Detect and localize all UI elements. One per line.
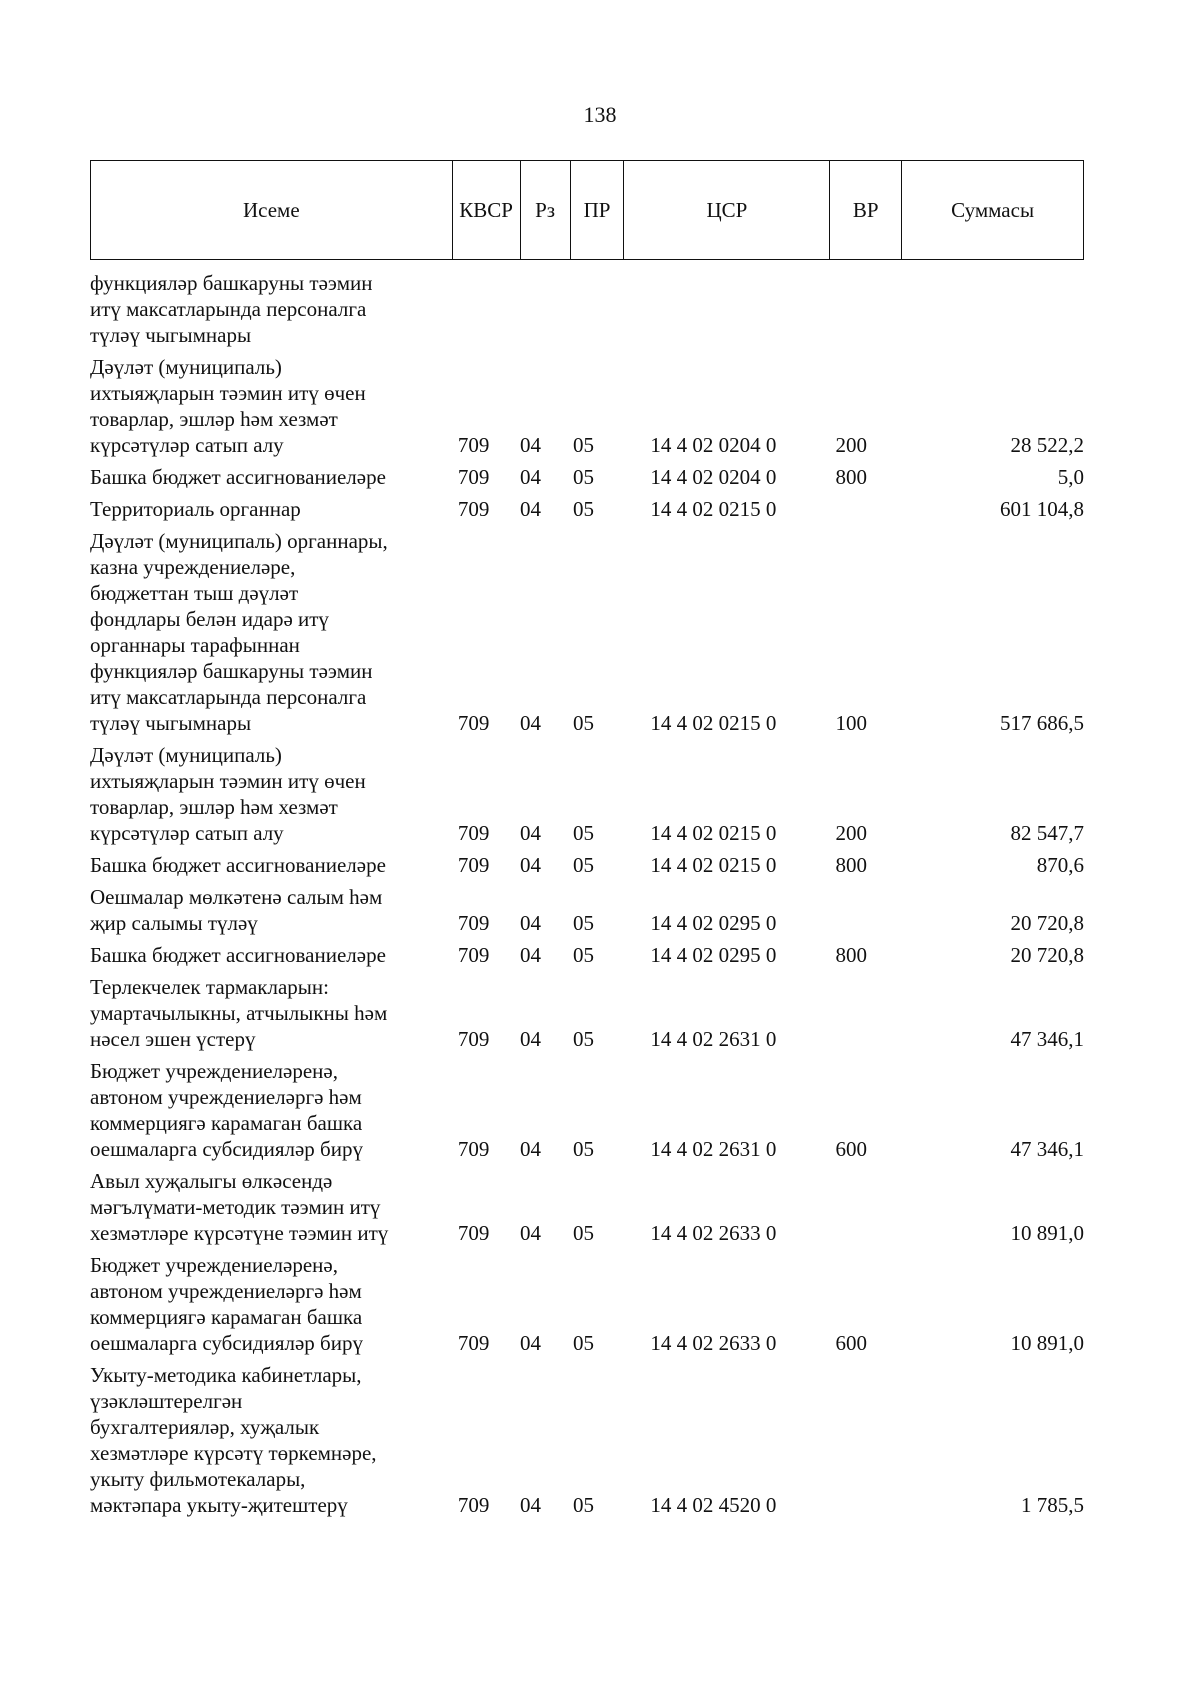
row-rz: 04: [520, 1221, 542, 1245]
row-sum: 20 720,8: [1010, 911, 1084, 935]
row-kvsr: 709: [457, 1331, 490, 1355]
row-pr: 05: [573, 465, 594, 489]
row-name-line: товарлар, эшләр һәм хезмәт: [90, 407, 338, 431]
table-row: [90, 354, 1084, 458]
row-name-line: Терлекчелек тармакларын:: [90, 975, 329, 999]
row-name: [90, 852, 442, 878]
row-name-line: Бюджет учреждениеләренә,: [90, 1059, 338, 1083]
row-name-line: автоном учреждениеләргә һәм: [90, 1279, 362, 1303]
row-rz: 04: [520, 853, 542, 877]
row-kvsr: 709: [457, 853, 490, 877]
row-csr: 14 4 02 2631 0: [650, 1137, 777, 1161]
row-pr: 05: [573, 821, 594, 845]
header-rz: Рз: [521, 161, 571, 259]
row-csr: 14 4 02 0215 0: [650, 497, 777, 521]
row-name-line: җир салымы түләү: [90, 911, 258, 935]
row-vr: 200: [835, 433, 867, 457]
row-name-line: Башка бюджет ассигнованиеләре: [90, 853, 386, 877]
header-sum: Суммасы: [951, 197, 1035, 222]
row-pr: 05: [573, 853, 594, 877]
row-csr: 14 4 02 0295 0: [650, 943, 777, 967]
row-name: [90, 354, 442, 458]
row-kvsr: 709: [457, 911, 490, 935]
table-row: [90, 496, 1084, 522]
page-number: 138: [583, 102, 617, 127]
row-rz: 04: [520, 1331, 542, 1355]
row-sum: 10 891,0: [1010, 1221, 1084, 1245]
row-name-line: мәгълүмати-методик тәэмин итү: [90, 1195, 381, 1219]
row-name-line: умартачылыкны, атчылыкны һәм: [90, 1001, 388, 1025]
row-name-line: итү максатларында персоналга: [90, 685, 367, 709]
row-kvsr: 709: [457, 943, 490, 967]
row-name: [90, 974, 442, 1052]
row-name-line: бухгалтерияләр, хуҗалык: [90, 1415, 320, 1439]
row-csr: 14 4 02 0204 0: [650, 465, 777, 489]
header-vr: ВР: [830, 161, 902, 259]
row-vr: 800: [835, 465, 867, 489]
table-row: [90, 742, 1084, 846]
row-rz: 04: [520, 821, 542, 845]
row-vr: 800: [835, 943, 867, 967]
row-sum: 47 346,1: [1010, 1137, 1084, 1161]
row-name-line: хезмәтләре күрсәтү төркемнәре,: [90, 1441, 377, 1465]
row-name-line: Авыл хуҗалыгы өлкәсендә: [90, 1169, 333, 1193]
row-sum: 47 346,1: [1010, 1027, 1084, 1051]
row-name: [90, 270, 442, 348]
row-sum: 601 104,8: [1000, 497, 1084, 521]
table-row: [90, 974, 1084, 1052]
row-csr: 14 4 02 0204 0: [650, 433, 777, 457]
header-kvsr: КВСР: [453, 161, 521, 259]
row-name-line: түләү чыгымнары: [90, 323, 252, 347]
row-name: [90, 528, 442, 736]
row-csr: 14 4 02 0215 0: [650, 853, 777, 877]
row-name-line: Башка бюджет ассигнованиеләре: [90, 943, 386, 967]
table-row: [90, 1058, 1084, 1162]
row-name-line: хезмәтләре күрсәтүне тәэмин итү: [90, 1221, 389, 1245]
row-name-line: итү максатларында персоналга: [90, 297, 367, 321]
row-name-line: мәктәпара укыту-җитештерү: [90, 1493, 348, 1517]
row-name-line: коммерциягә карамаган башка: [90, 1305, 363, 1329]
row-csr: 14 4 02 2633 0: [650, 1221, 777, 1245]
row-rz: 04: [520, 497, 542, 521]
row-kvsr: 709: [457, 1137, 490, 1161]
row-vr: 100: [835, 711, 867, 735]
table-row: [90, 942, 1084, 968]
row-name-line: функцияләр башкаруны тәэмин: [90, 271, 373, 295]
header-csr: ЦСР: [624, 161, 830, 259]
row-kvsr: 709: [457, 1221, 490, 1245]
row-csr: 14 4 02 2631 0: [650, 1027, 777, 1051]
row-name: [90, 1362, 442, 1518]
row-pr: 05: [573, 497, 594, 521]
row-rz: 04: [520, 1493, 542, 1517]
row-sum: 82 547,7: [1010, 821, 1084, 845]
row-pr: 05: [573, 711, 594, 735]
table-row: [90, 1168, 1084, 1246]
row-pr: 05: [573, 943, 594, 967]
row-csr: 14 4 02 0295 0: [650, 911, 777, 935]
row-name: [90, 496, 442, 522]
row-vr: 600: [835, 1137, 867, 1161]
row-pr: 05: [573, 1027, 594, 1051]
row-kvsr: 709: [457, 821, 490, 845]
row-name-line: Оешмалар мөлкәтенә салым һәм: [90, 885, 383, 909]
table-row: [90, 528, 1084, 736]
row-name: [90, 884, 442, 936]
row-name-line: нәсел эшен үстерү: [90, 1027, 256, 1051]
row-rz: 04: [520, 433, 542, 457]
row-name-line: түләү чыгымнары: [90, 711, 252, 735]
row-sum: 5,0: [1057, 465, 1084, 489]
table-header: [90, 160, 1084, 260]
row-name: [90, 464, 442, 490]
row-name-line: бюджеттан тыш дәүләт: [90, 581, 299, 605]
row-name-line: ихтыяҗларын тәэмин итү өчен: [90, 381, 366, 405]
row-name-line: Башка бюджет ассигнованиеләре: [90, 465, 386, 489]
row-csr: 14 4 02 4520 0: [650, 1493, 777, 1517]
row-rz: 04: [520, 1137, 542, 1161]
row-pr: 05: [573, 1331, 594, 1355]
row-name-line: товарлар, эшләр һәм хезмәт: [90, 795, 338, 819]
row-csr: 14 4 02 0215 0: [650, 711, 777, 735]
row-name-line: казна учреждениеләре,: [90, 555, 296, 579]
row-kvsr: 709: [457, 465, 490, 489]
row-vr: 800: [835, 853, 867, 877]
row-name-line: оешмаларга субсидияләр бирү: [90, 1137, 363, 1161]
row-name-line: Укыту-методика кабинетлары,: [90, 1363, 362, 1387]
row-sum: 870,6: [1036, 853, 1084, 877]
row-name-line: оешмаларга субсидияләр бирү: [90, 1331, 363, 1355]
table-body: [90, 270, 1084, 1524]
row-name-line: Дәүләт (муниципаль): [90, 355, 282, 379]
row-name-line: функцияләр башкаруны тәэмин: [90, 659, 373, 683]
row-name-line: күрсәтүләр сатып алу: [90, 433, 284, 457]
row-kvsr: 709: [457, 497, 490, 521]
row-name: [90, 1058, 442, 1162]
row-pr: 05: [573, 433, 594, 457]
table-row: [90, 1362, 1084, 1518]
row-name-line: фондлары белән идарә итү: [90, 607, 329, 631]
row-rz: 04: [520, 465, 542, 489]
table-row: [90, 270, 1084, 348]
row-kvsr: 709: [457, 433, 490, 457]
row-rz: 04: [520, 1027, 542, 1051]
row-name: [90, 1168, 442, 1246]
table-row: [90, 1252, 1084, 1356]
row-name-line: Дәүләт (муниципаль): [90, 743, 282, 767]
row-vr: 600: [835, 1331, 867, 1355]
table-row: [90, 884, 1084, 936]
row-vr: 200: [835, 821, 867, 845]
row-name: [90, 1252, 442, 1356]
row-sum: 28 522,2: [1010, 433, 1084, 457]
row-name-line: Дәүләт (муниципаль) органнары,: [90, 529, 388, 553]
row-rz: 04: [520, 911, 542, 935]
row-sum: 1 785,5: [1021, 1493, 1084, 1517]
row-pr: 05: [573, 1221, 594, 1245]
row-csr: 14 4 02 0215 0: [650, 821, 777, 845]
row-name: [90, 942, 442, 968]
row-rz: 04: [520, 943, 542, 967]
header-name: Исеме: [91, 161, 453, 259]
row-name: [90, 742, 442, 846]
row-pr: 05: [573, 1137, 594, 1161]
table-row: [90, 852, 1084, 878]
table-row: [90, 464, 1084, 490]
row-name-line: Территориаль органнар: [90, 497, 301, 521]
row-name-line: укыту фильмотекалары,: [90, 1467, 306, 1491]
row-kvsr: 709: [457, 1027, 490, 1051]
row-name-line: органнары тарафыннан: [90, 633, 300, 657]
row-sum: 517 686,5: [1000, 711, 1084, 735]
row-name-line: коммерциягә карамаган башка: [90, 1111, 363, 1135]
row-sum: 20 720,8: [1010, 943, 1084, 967]
row-name-line: автоном учреждениеләргә һәм: [90, 1085, 362, 1109]
row-rz: 04: [520, 711, 542, 735]
row-pr: 05: [573, 911, 594, 935]
header-pr: ПР: [571, 161, 625, 259]
row-csr: 14 4 02 2633 0: [650, 1331, 777, 1355]
row-kvsr: 709: [457, 711, 490, 735]
row-name-line: ихтыяҗларын тәэмин итү өчен: [90, 769, 366, 793]
row-pr: 05: [573, 1493, 594, 1517]
row-name-line: Бюджет учреждениеләренә,: [90, 1253, 338, 1277]
row-name-line: үзәкләштерелгән: [90, 1389, 243, 1413]
row-kvsr: 709: [457, 1493, 490, 1517]
row-name-line: күрсәтүләр сатып алу: [90, 821, 284, 845]
row-sum: 10 891,0: [1010, 1331, 1084, 1355]
